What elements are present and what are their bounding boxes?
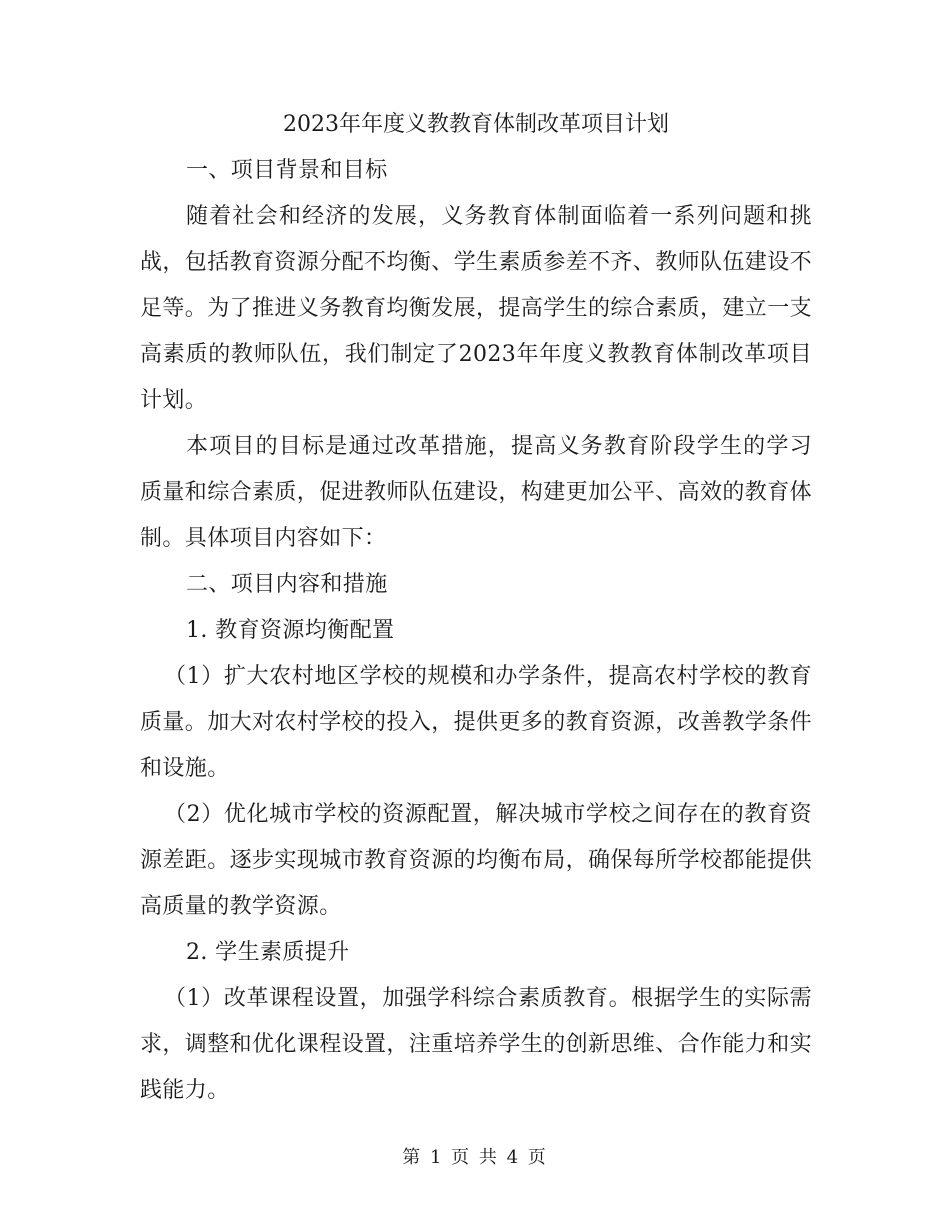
list-item-curriculum-reform: （1）改革课程设置，加强学科综合素质教育。根据学生的实际需求，调整和优化课程设置，注重培养学生的创新思维、合作能力和实践能力。 (140, 986, 813, 1103)
subheading-student-quality: 2. 学生素质提升 (186, 940, 350, 965)
list-item-urban-schools: （2）优化城市学校的资源配置，解决城市学校之间存在的教育资源差距。逐步实现城市教育资源的均衡布局，确保每所学校都能提供高质量的教学资源。 (140, 802, 813, 919)
document-title: 2023年年度义教教育体制改革项目计划 (283, 112, 669, 137)
paragraph-background: 随着社会和经济的发展，义务教育体制面临着一系列问题和挑战，包括教育资源分配不均衡、学生素质参差不齐、教师队伍建设不足等。为了推进义务教育均衡发展，提高学生的综合素质，建立一支高素质的教师队伍，我们制定了2023年年度义教教育体制改革项目计划。 (140, 204, 813, 413)
document-body (140, 102, 812, 1114)
subheading-resource-allocation: 1. 教育资源均衡配置 (186, 618, 395, 643)
section-heading-content: 二、项目内容和措施 (186, 572, 388, 597)
page-number-footer: 第 1 页 共 4 页 (402, 1147, 548, 1168)
list-item-rural-schools: （1）扩大农村地区学校的规模和办学条件，提高农村学校的教育质量。加大对农村学校的投入，提供更多的教育资源，改善教学条件和设施。 (140, 664, 813, 781)
paragraph-objective: 本项目的目标是通过改革措施，提高义务教育阶段学生的学习质量和综合素质，促进教师队伍建设，构建更加公平、高效的教育体制。具体项目内容如下： (140, 434, 813, 551)
section-heading-background: 一、项目背景和目标 (186, 158, 388, 183)
